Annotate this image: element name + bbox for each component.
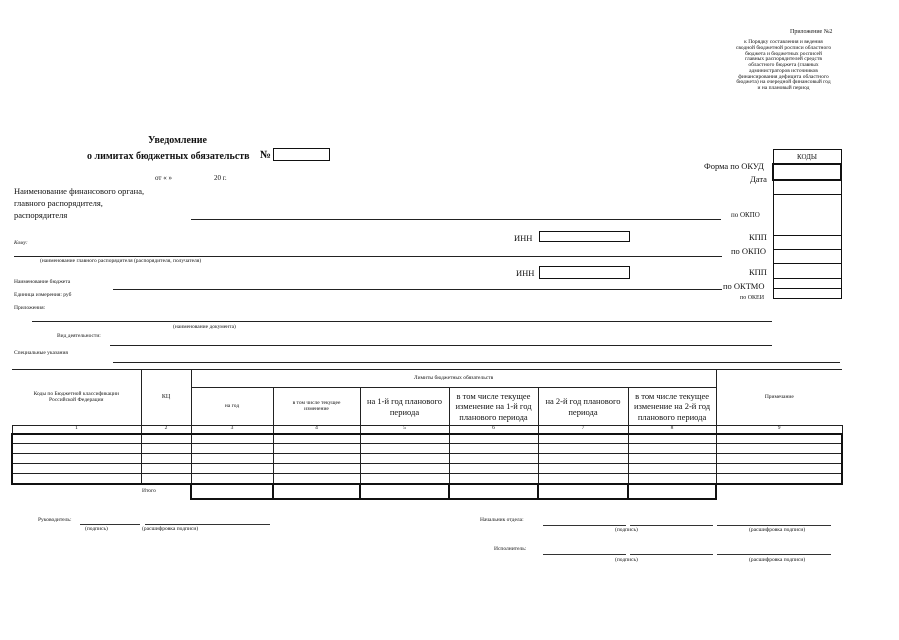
page-title: Уведомление xyxy=(148,135,207,146)
okpo-label-2: по ОКПО xyxy=(731,246,767,256)
col-note-header: Примечание xyxy=(716,370,842,426)
executor-label: Исполнитель: xyxy=(494,546,527,552)
limits-group-header: Лимиты бюджетных обязательств xyxy=(191,370,716,388)
appendix-line: и на плановый период xyxy=(757,85,810,92)
unit-label: Единица измерения: руб xyxy=(14,292,72,298)
fin-organ-line-field[interactable] xyxy=(191,219,721,220)
appendix-line: бюджета и бюджетных росписей xyxy=(745,50,822,57)
code-cell-kpp1[interactable] xyxy=(773,235,841,249)
col-kbk-line: Коды по Бюджетной классификации xyxy=(33,390,119,397)
appendix-title: Приложение №2 xyxy=(790,29,833,35)
col-y1-change-line: изменение на 1-й год xyxy=(455,401,532,412)
date-code-label: Дата xyxy=(750,174,767,184)
codes-header: КОДЫ xyxy=(773,150,841,165)
appendix-line: администраторов источников xyxy=(749,67,818,74)
col-year-header: на год xyxy=(191,388,273,426)
inn-label-2: ИНН xyxy=(516,268,535,278)
okud-label: Форма по ОКУД xyxy=(704,161,764,171)
column-numbers-row xyxy=(12,426,842,434)
activity-label: Вид деятельности: xyxy=(57,333,101,339)
head-label: Руководитель: xyxy=(38,517,72,523)
col-kbk-line: Российской Федерации xyxy=(49,396,104,403)
page-subtitle: о лимитах бюджетных обязательств xyxy=(87,151,250,162)
col-y2-line: на 2-й год планового xyxy=(545,396,621,407)
col-y1-change-line: планового периода xyxy=(459,411,528,422)
code-cell-kpp2[interactable] xyxy=(773,264,841,278)
budget-name-field[interactable] xyxy=(113,289,722,290)
col-kc-header: КЦ xyxy=(141,370,191,426)
okpo-label-1: по ОКПО xyxy=(731,211,760,219)
okei-label: по ОКЕИ xyxy=(740,295,765,301)
fin-organ-line: распорядителя xyxy=(14,210,68,220)
limits-table xyxy=(11,369,843,500)
code-cell-okud[interactable] xyxy=(773,164,841,179)
col-number: 4 xyxy=(273,426,360,434)
code-cell-date[interactable] xyxy=(773,180,841,195)
inn-field-1[interactable] xyxy=(539,231,630,242)
code-cell-okpo2[interactable] xyxy=(773,250,841,264)
col-y2-change-line: изменение на 2-й год xyxy=(634,401,711,412)
dept-head-field-3[interactable] xyxy=(717,525,831,526)
col-y2-change-header xyxy=(628,388,716,426)
col-number: 7 xyxy=(538,426,628,434)
appendix-line: главных распорядителей средств xyxy=(744,56,823,63)
col-number: 8 xyxy=(628,426,716,434)
col-year-change-line: в том числе текущее xyxy=(292,399,341,406)
inn-label-1: ИНН xyxy=(514,233,533,243)
appendix-text xyxy=(706,40,861,92)
col-number: 9 xyxy=(716,426,842,434)
executor-field-2[interactable] xyxy=(630,554,713,555)
attachment-field[interactable] xyxy=(32,321,772,322)
total-label: Итого xyxy=(142,487,156,494)
appendix-line: областного бюджета (главных xyxy=(748,62,819,69)
date-year-label: 20 г. xyxy=(214,174,227,182)
appendix-line: к Порядку составления и ведения xyxy=(744,39,823,45)
col-y2-change-line: в том числе текущее xyxy=(635,391,709,402)
fin-organ-label xyxy=(14,185,144,221)
col-y2-line: периода xyxy=(568,406,598,417)
head-sign-field[interactable] xyxy=(80,524,140,525)
col-y1-line: периода xyxy=(389,406,420,417)
doc-caption: (наименование документа) xyxy=(173,324,236,330)
kpp-label-1: КПП xyxy=(749,232,767,242)
executor-field-1[interactable] xyxy=(543,554,626,555)
activity-field[interactable] xyxy=(110,345,772,346)
table-row[interactable] xyxy=(12,474,842,484)
appendix-line: сводной бюджетной росписи областного xyxy=(735,44,832,51)
komu-line-field[interactable] xyxy=(14,256,722,257)
executor-sign-caption: (подпись) xyxy=(615,557,638,563)
dept-head-field-2[interactable] xyxy=(630,525,713,526)
code-cell-okei[interactable] xyxy=(773,288,841,298)
date-from-label: от « » xyxy=(155,174,172,182)
table-row[interactable] xyxy=(12,434,842,444)
code-cell-oktmo[interactable] xyxy=(773,278,841,288)
number-sign: № xyxy=(260,149,272,161)
code-cell-okpo1[interactable] xyxy=(773,194,841,235)
codes-table xyxy=(772,149,842,299)
budget-name-label: Наименование бюджета xyxy=(14,279,71,285)
document-number-field[interactable] xyxy=(273,148,330,161)
col-y1-change-line: в том числе текущее xyxy=(456,391,531,402)
col-number: 2 xyxy=(141,426,191,434)
table-row[interactable] xyxy=(12,464,842,474)
col-number: 1 xyxy=(12,426,141,434)
table-row[interactable] xyxy=(12,444,842,454)
col-year-change-header xyxy=(273,388,360,426)
fin-organ-line: главного распорядителя, xyxy=(14,198,103,208)
head-decode-caption: (расшифровка подписи) xyxy=(142,526,199,532)
executor-decode-caption: (расшифровка подписи) xyxy=(749,557,806,563)
col-number: 3 xyxy=(191,426,273,434)
special-label: Специальные указания xyxy=(14,350,68,356)
inn-field-2[interactable] xyxy=(539,266,630,279)
col-number: 5 xyxy=(360,426,449,434)
kpp-label-2: КПП xyxy=(749,267,767,277)
col-kbk-header xyxy=(12,370,141,426)
head-decode-field[interactable] xyxy=(145,524,270,525)
dept-head-field-1[interactable] xyxy=(543,525,626,526)
col-number: 6 xyxy=(449,426,538,434)
col-year-change-line: изменение xyxy=(304,405,329,412)
col-y1-line: на 1-й год планового xyxy=(366,396,443,407)
table-row[interactable] xyxy=(12,454,842,464)
recipient-caption: (наименование главного распорядителя (распорядителя, получателя) xyxy=(40,258,202,264)
col-y1-change-header xyxy=(449,388,538,426)
col-y2-header xyxy=(538,388,628,426)
appendix-line: финансирования дефицита областного xyxy=(738,73,829,80)
fin-organ-line: Наименование финансового органа, xyxy=(14,186,145,196)
attachment-label: Приложения: xyxy=(14,305,46,311)
total-row[interactable] xyxy=(12,484,842,499)
dept-head-sign-caption: (подпись) xyxy=(615,527,638,533)
head-sign-caption: (подпись) xyxy=(85,526,108,532)
executor-field-3[interactable] xyxy=(717,554,831,555)
special-field[interactable] xyxy=(113,362,840,363)
col-y1-header xyxy=(360,388,449,426)
oktmo-label: по ОКТМО xyxy=(723,281,765,291)
appendix-line: бюджета) на очередной финансовый год xyxy=(736,79,831,86)
komu-label: Кому: xyxy=(14,240,28,246)
col-y2-change-line: планового периода xyxy=(637,411,707,422)
dept-head-label: Начальник отдела: xyxy=(480,517,524,523)
dept-head-decode-caption: (расшифровка подписи) xyxy=(749,527,806,533)
